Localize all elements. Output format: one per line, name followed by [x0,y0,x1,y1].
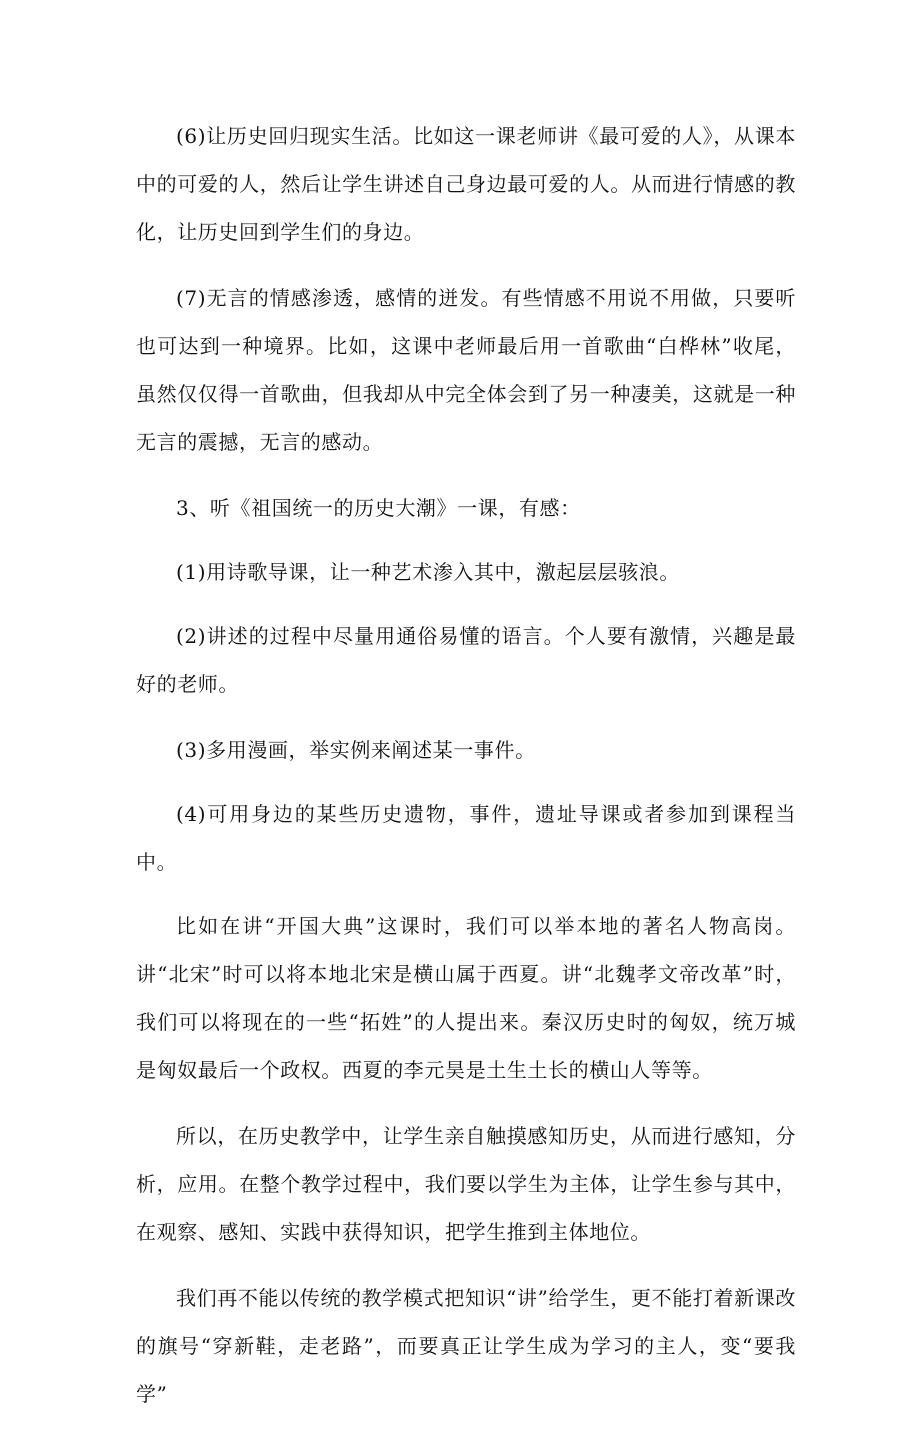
paragraph-item-2: (2)讲述的过程中尽量用通俗易懂的语言。个人要有激情，兴趣是最好的老师。 [136,624,796,696]
paragraph-item-6: (6)让历史回归现实生活。比如这一课老师讲《最可爱的人》，从课本中的可爱的人，然后让学生讲述自己身边最可爱的人。从而进行情感的教化，让历史回到学生们的身边。 [136,124,796,244]
paragraph-item-4: (4)可用身边的某些历史遗物，事件，遗址导课或者参加到课程当中。 [136,802,796,874]
document-body [136,112,796,1436]
paragraph-item-1: (1)用诗歌导课，让一种艺术渗入其中，激起层层骇浪。 [176,560,680,584]
paragraph-conclusion: 所以，在历史教学中，让学生亲自触摸感知历史，从而进行感知，分析，应用。在整个教学过程中，我们要以学生为主体，让学生参与其中，在观察、感知、实践中获得知识，把学生推到主体地位。 [136,1124,796,1244]
paragraph-example: 比如在讲“开国大典”这课时，我们可以举本地的著名人物高岗。讲“北宋”时可以将本地北宋是横山属于西夏。讲“北魏孝文帝改革”时，我们可以将现在的一些“拓姓”的人提出来。秦汉历史时的匈奴，统万城是匈奴最后一个政权。西夏的李元昊是土生土长的横山人等等。 [136,914,796,1082]
paragraph-closing: 我们再不能以传统的教学模式把知识“讲”给学生，更不能打着新课改的旗号“穿新鞋，走老路”，而要真正让学生成为学习的主人，变“要我学” [136,1286,796,1406]
section-heading-3: 3、听《祖国统一的历史大潮》一课，有感： [176,496,581,520]
paragraph-item-7: (7)无言的情感渗透，感情的迸发。有些情感不用说不用做，只要听也可达到一种境界。比如，这课中老师最后用一首歌曲“白桦林”收尾，虽然仅仅得一首歌曲，但我却从中完全体会到了另一种凄美，这就是一种无言的震撼，无言的感动。 [136,286,796,454]
paragraph-item-3: (3)多用漫画，举实例来阐述某一事件。 [176,738,536,762]
